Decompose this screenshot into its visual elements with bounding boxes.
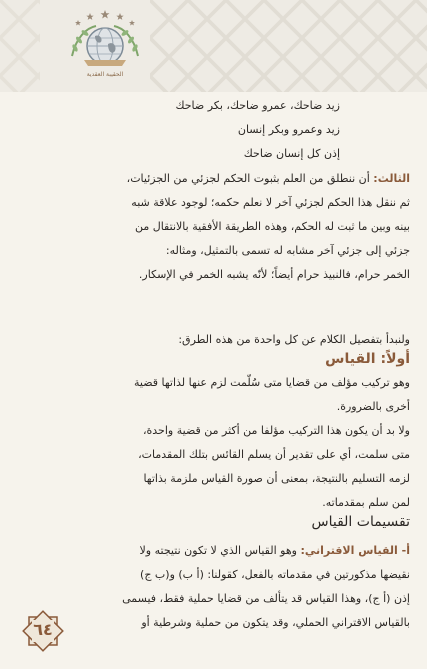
page-body [40,92,410,669]
logo-caption: الحقيبة العقدية [86,71,124,78]
logo [62,8,148,86]
iqtirani-text: وهو القياس الذي لا تكون نتيجته ولا [139,544,301,557]
header-pattern-left [0,0,40,92]
condition-line-3: لزمه التسليم بالنتيجة، بمعنى أن صورة القياس ملزمة بذاتها [143,472,410,485]
iqtirani-line-2: نقيضها مذكورتين في مقدماته بالفعل، كقولنا: (أ ب) و(ب ج) [140,568,410,581]
iqtirani-line-4: بالقياس الاقتراني الحملي، وقد يتكون من حملية وشرطية أو [141,616,410,629]
globe-emblem-icon [62,8,148,74]
third-text: أن ننطلق من العلم بثبوت الحكم لجزئي من الجزئيات، [126,172,374,185]
header-pattern [150,0,427,92]
iqtirani-line-1 [140,544,410,558]
definition-line-2: أخرى بالضرورة. [336,400,410,413]
definition-line-1: وهو تركيب مؤلف من قضايا متى سُلّمت لزم عنها لذاتها قضية [133,376,410,389]
section-heading: تقسيمات القياس [311,514,410,530]
iqtirani-label: أ- القياس الاقتراني: [300,544,410,557]
example-line-2: زيد وعمرو وبكر إنسان [237,123,340,136]
condition-line-4: لمن سلم بمقدماته. [322,496,410,509]
paragraph-third-line-4: جزئي إلى جزئي آخر مشابه له تسمى بالتمثيل، ومثاله: [165,244,410,257]
page-number: ٦٤ [33,620,53,639]
example-line-1: زيد ضاحك، عمرو ضاحك، بكر ضاحك [175,99,340,112]
iqtirani-line-3: إذن (أ ج)، وهذا القياس قد يتألف من قضايا حملية فقط، فيسمى [122,592,410,605]
intro-line: ولنبدأ بتفصيل الكلام عن كل واحدة من هذه الطرق: [178,333,410,346]
header-band [0,0,427,92]
heading-first-qiyas: أولاً: القياس [325,351,410,367]
page-number-badge [20,608,66,654]
paragraph-third-line-3: بينه وبين ما ثبت له الحكم، وهذه الطريقة الأفقية بالانتقال من [134,220,410,233]
condition-line-1: ولا بد أن يكون هذا التركيب مؤلفا من أكثر من قضية واحدة، [142,424,410,437]
third-label: الثالث: [373,172,410,185]
condition-line-2: متى سلمت، أي على تقدير أن يسلم القائس بتلك المقدمات، [138,448,410,461]
example-line-3: إذن كل إنسان ضاحك [243,147,340,160]
paragraph-third-line-5: الخمر حرام، فالنبيذ حرام أيضاً؛ لأنّه يشبه الخمر في الإسكار. [138,268,410,281]
paragraph-third-line-2: ثم ننقل هذا الحكم لجزئي آخر لا نعلم حكمه؛ لوجود علاقة شبه [131,196,410,209]
paragraph-third-line-1 [127,172,410,186]
